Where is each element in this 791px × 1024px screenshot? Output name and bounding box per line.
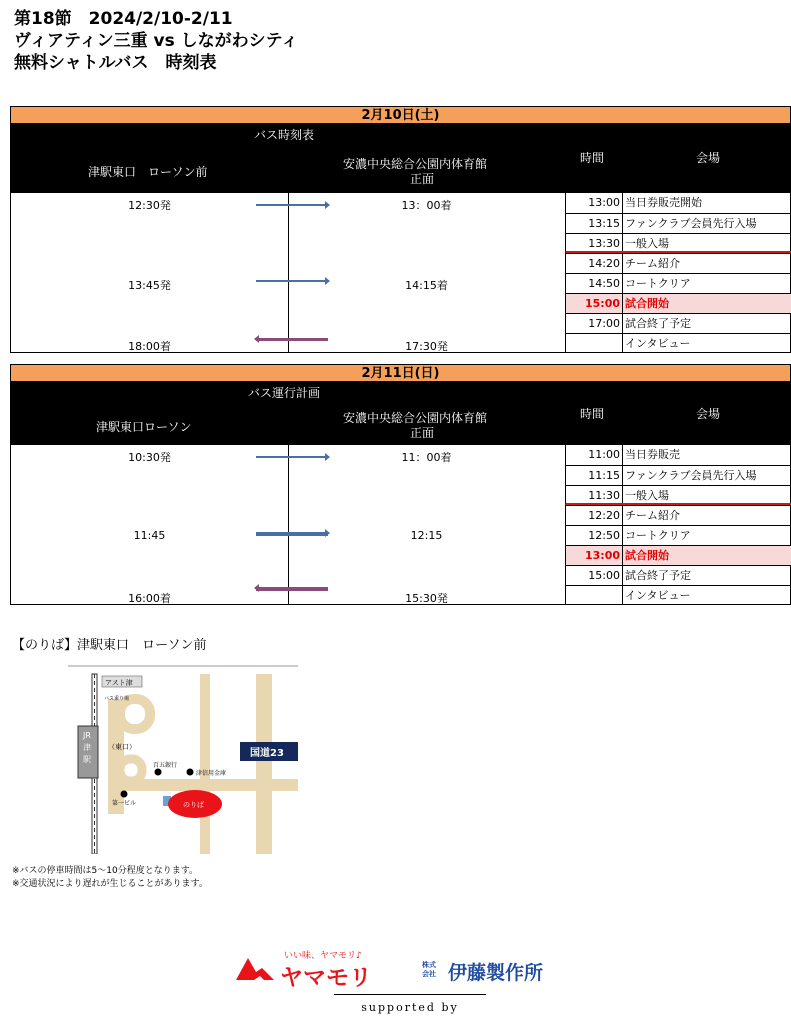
trip-arrival: 12:15 (410, 529, 443, 542)
to-stop-line2: 正面 (410, 426, 435, 440)
col-venue: 会場 (696, 407, 721, 421)
table-body (10, 193, 791, 353)
trip-departure: 16:00着 (128, 592, 171, 605)
event-row: 15:00 試合終了予定 (565, 565, 791, 585)
event-row: 13:00 当日券販売開始 (565, 193, 791, 213)
table-header (10, 381, 791, 445)
event-row: 17:00 試合終了予定 (565, 313, 791, 333)
trip-arrival: 17:30発 (405, 340, 448, 353)
trip-arrival: 15:30発 (405, 592, 448, 605)
map-bus-stop: バス乗り場 (104, 696, 130, 702)
schedule-day2 (10, 364, 791, 605)
schedule-day1 (10, 106, 791, 353)
map-noriba: のりば (183, 801, 204, 809)
trip-departure: 13:45発 (128, 279, 171, 292)
arrow-right (256, 280, 328, 282)
yamamori-name: ヤマモリ (280, 965, 372, 991)
header-line1: 第18節 2024/2/10-2/11 (14, 9, 233, 29)
event-row: インタビュー (565, 585, 791, 605)
yamamori-logo (234, 948, 394, 990)
event-row: 11:15 ファンクラブ会員先行入場 (565, 465, 791, 485)
event-row: 11:30 一般入場 (565, 485, 791, 505)
from-stop: 津駅東口ローソン (96, 420, 192, 434)
trip-departure: 10:30発 (128, 451, 171, 464)
trip-departure: 12:30発 (128, 199, 171, 212)
trip-arrival: 11：00着 (401, 451, 452, 464)
event-list (565, 193, 791, 353)
event-row: 12:50 コートクリア (565, 525, 791, 545)
from-stop: 津駅東口 ローソン前 (88, 165, 208, 179)
trip-departure: 18:00着 (128, 340, 171, 353)
col-time: 時間 (580, 407, 605, 421)
supported-by: supported by (361, 1001, 459, 1014)
table-caption: バス時刻表 (254, 128, 315, 142)
arrow-right (256, 456, 328, 458)
ito-prefix: 株式会社 (422, 961, 436, 978)
event-list (565, 445, 791, 605)
day-date: 2月11日(日) (10, 364, 791, 381)
ito-name: 伊藤製作所 (448, 962, 544, 984)
header-line2: ヴィアティン三重 vs しながわシティ (14, 31, 299, 51)
event-row: 13:30 一般入場 (565, 233, 791, 253)
col-venue: 会場 (696, 151, 721, 165)
arrow-right (256, 532, 328, 536)
map-route: 国道23 (250, 748, 284, 759)
divider (334, 994, 486, 995)
table-caption: バス運行計画 (248, 386, 321, 400)
arrow-right (256, 204, 328, 206)
event-row: 13:15 ファンクラブ会員先行入場 (565, 213, 791, 233)
note-line: ※バスの停車時間は5～10分程度となります。 (12, 866, 199, 876)
map-asuto: アスト津 (105, 679, 133, 687)
col-time: 時間 (580, 151, 605, 165)
arrow-left (256, 587, 328, 591)
event-row: 14:50 コートクリア (565, 273, 791, 293)
header-line3: 無料シャトルバス 時刻表 (14, 53, 217, 73)
map-hyakugo: 百五銀行 (153, 762, 178, 769)
pickup-title: 【のりば】津駅東口 ローソン前 (12, 638, 207, 653)
trip-arrival: 14:15着 (405, 279, 448, 292)
arrow-left (256, 338, 328, 341)
map-eki: 駅 (83, 755, 91, 764)
to-stop-line1: 安濃中央総合公園内体育館 (343, 411, 488, 425)
event-row: 11:00 当日券販売 (565, 445, 791, 465)
event-row-highlight: 13:00 試合開始 (565, 545, 791, 565)
map-tsu: 津 (83, 743, 91, 752)
trip-arrival: 13：00着 (401, 199, 452, 212)
event-row: 12:20 チーム紹介 (565, 505, 791, 525)
to-stop-line2: 正面 (410, 172, 435, 186)
day-date: 2月10日(土) (10, 106, 791, 123)
event-row: インタビュー (565, 333, 791, 353)
table-header (10, 123, 791, 193)
map-daiichi: 第一ビル (112, 800, 137, 807)
event-row: 14:20 チーム紹介 (565, 253, 791, 273)
map-jr: JR (83, 731, 91, 740)
map-east-exit: （東口） (108, 743, 136, 751)
pickup-map (68, 664, 298, 854)
trip-departure: 11:45 (133, 529, 166, 542)
yamamori-tagline: いい味、ヤマモリ♪ (284, 951, 362, 961)
ito-logo (422, 958, 592, 988)
event-row-highlight: 15:00 試合開始 (565, 293, 791, 313)
map-tsu-shinkin: 津信用金庫 (196, 770, 227, 777)
table-body (10, 445, 791, 605)
to-stop-line1: 安濃中央総合公園内体育館 (343, 157, 488, 171)
note-line: ※交通状況により遅れが生じることがあります。 (12, 879, 208, 889)
yamamori-mark-icon (234, 954, 276, 986)
